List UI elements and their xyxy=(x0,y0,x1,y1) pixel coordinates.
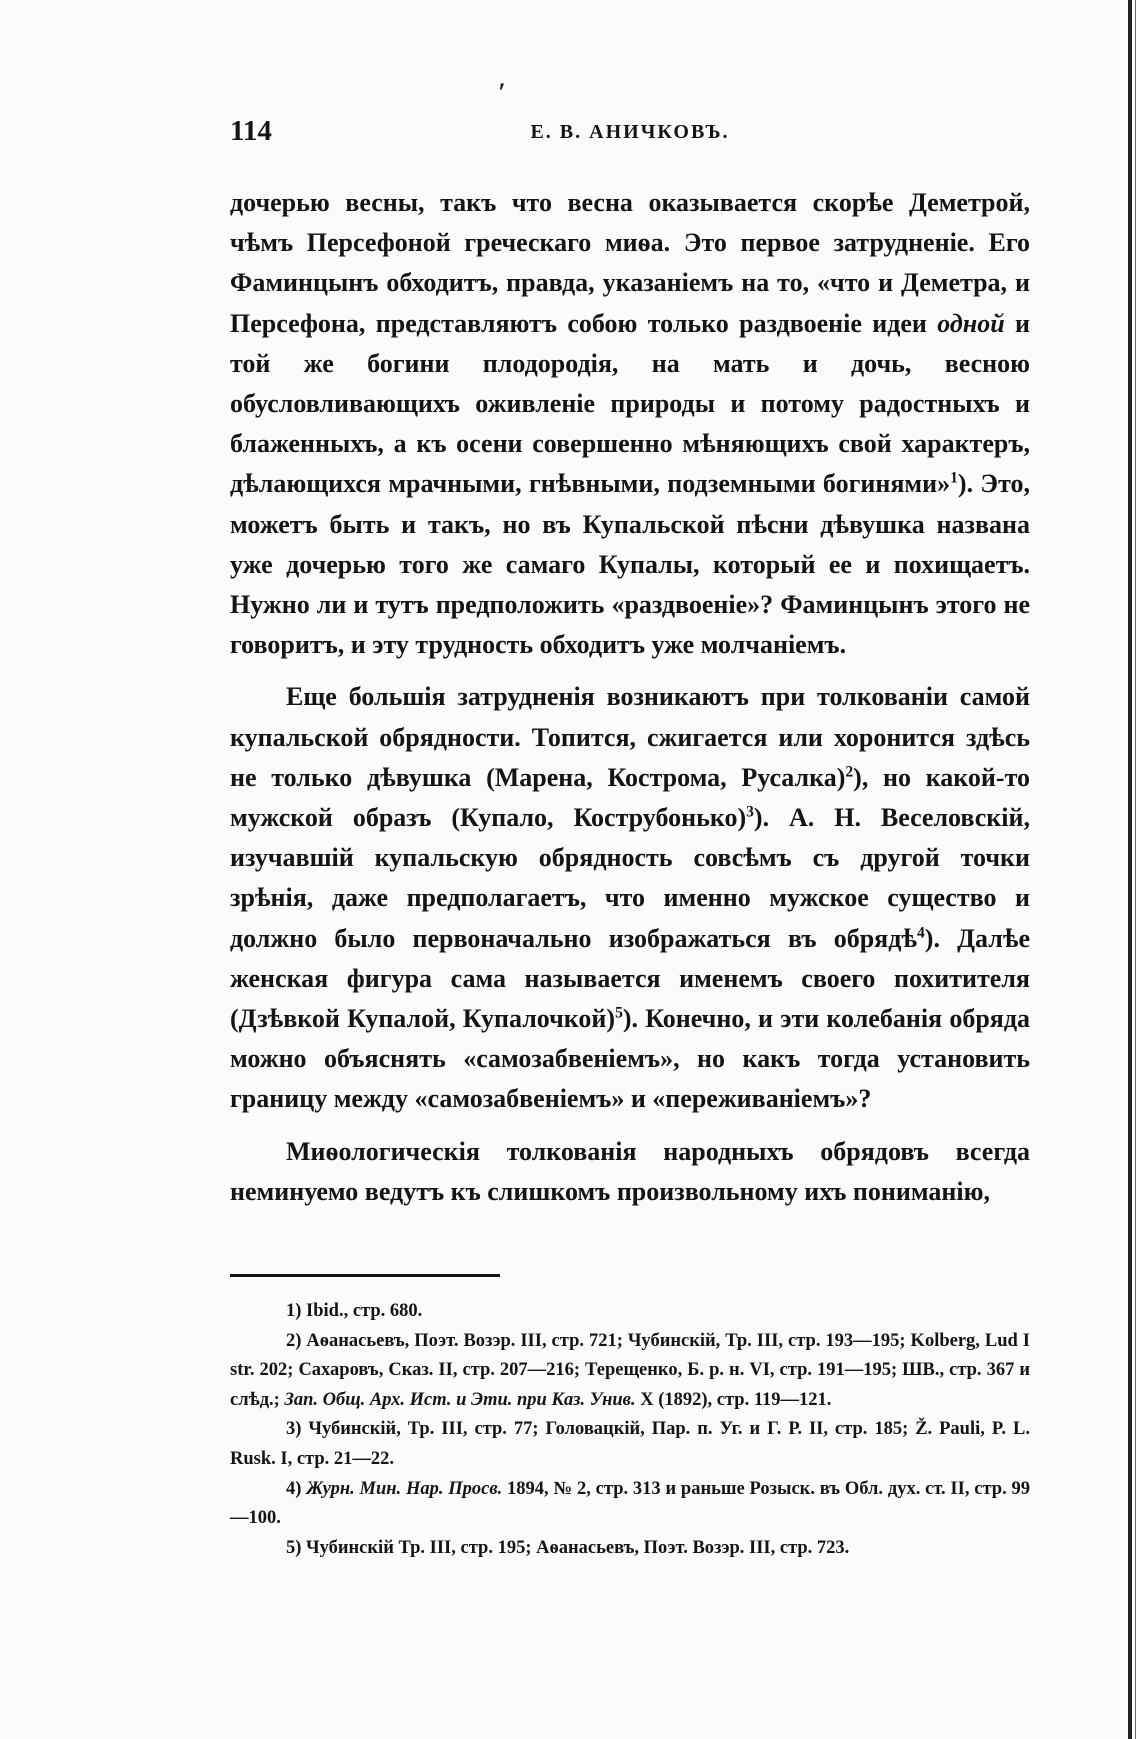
footnote-ref-5[interactable]: 5 xyxy=(615,1004,623,1022)
footnote-ref-1[interactable]: 1 xyxy=(950,469,958,487)
paragraph-3: Миѳологическія толкованія народныхъ обрядовъ всегда неминуемо ведутъ къ слишкомъ произвольному ихъ пониманію, xyxy=(230,1136,1030,1206)
running-head xyxy=(230,115,1030,163)
footnote-4: 4) Журн. Мин. Нар. Просв. 1894, № 2, стр. 313 и раньше Розыск. въ Обл. дух. ст. II, стр. 99—100. xyxy=(230,1478,1030,1529)
body-text xyxy=(230,183,1030,1212)
footnote-ref-4[interactable]: 4 xyxy=(917,924,925,941)
page-number: 114 xyxy=(230,115,272,147)
page-edge-line xyxy=(1135,0,1136,1739)
italic-word: одной xyxy=(937,308,1005,338)
page-edge-shadow xyxy=(1128,0,1132,1739)
footnote-1: 1) Ibid., стр. 680. xyxy=(286,1301,423,1322)
footnote-5: 5) Чубинскій Тр. III, стр. 195; Аѳанасьевъ, Поэт. Возэр. III, стр. 723. xyxy=(286,1537,850,1558)
footnote-2: 2) Аѳанасьевъ, Поэт. Возэр. III, стр. 721; Чубинскій, Тр. III, стр. 193—195; Kolberg, Lud I str. 202; Сахаровъ, Сказ. II, стр. 207—216; Терещенко, Б. р. н. VI, стр. 191—195; ШВ., стр. 367 и слѣд.; Зап. Общ. Арх. Ист. и Эти. при Каз. Унив. X (1892), стр. 119—121. xyxy=(230,1330,1030,1410)
footnote-divider xyxy=(230,1274,500,1277)
footnotes xyxy=(230,1297,1030,1563)
paragraph-1: дочерью весны, такъ что весна оказывается скорѣе Деметрой, чѣмъ Персефоной греческаго миѳа. Это первое затрудненіе. Его Фаминцынъ обходитъ, правда, указаніемъ на то, «что и Деметра, и Персефона, представляютъ собою только раздвоеніе идеи одной и той же богини плодородія, на мать и дочь, весною обусловливающихъ оживленіе природы и потому радостныхъ и блаженныхъ, а къ осени совершенно мѣняющихъ свой характеръ, дѣлающихся мрачными, гнѣвными, подземными богинями»$^1$). Это, можетъ быть и такъ, но въ Купальской пѣсни дѣвушка названа уже дочерью того же самаго Купалы, который ее и похищаетъ. Нужно ли и тутъ предположить «раздвоеніе»? Фаминцынъ этого не говоритъ, и эту трудность обходитъ уже молчаніемъ. xyxy=(230,188,1030,660)
book-page xyxy=(230,75,1030,1563)
footnote-ref-2[interactable]: 2 xyxy=(845,763,854,781)
printer-mark: ′ xyxy=(498,78,506,107)
paragraph-2: Еще большія затрудненія возникаютъ при толкованіи самой купальской обрядности. Топится, сжигается или хоронится здѣсь не только дѣвушка (Марена, Кострома, Русалка)$^2$), но какой-то мужской образъ (Купало, Кострубонько)$^3$). А. Н. Веселовскій, изучавшій купальскую обрядность совсѣмъ съ другой точки зрѣнія, даже предполагаетъ, что именно мужское существо и должно было первоначально изображаться въ обрядѣ$^4$). Далѣе женская фигура сама называется именемъ своего похитителя (Дзѣвкой Купалой, Купалочкой)$^5$). Конечно, и эти колебанія обряда можно объяснять «самозабвеніемъ», но какъ тогда установить границу между «самозабвеніемъ» и «переживаніемъ»? xyxy=(230,682,1031,1114)
footnote-ref-3[interactable]: 3 xyxy=(746,803,754,821)
footnote-3: 3) Чубинскій, Тр. III, стр. 77; Головацкій, Пар. п. Уг. и Г. Р. II, стр. 185; Ž. Pauli, P. L. Rusk. I, стр. 21—22. xyxy=(230,1419,1030,1470)
running-title: Е. В. АНИЧКОВЪ. xyxy=(530,121,730,143)
